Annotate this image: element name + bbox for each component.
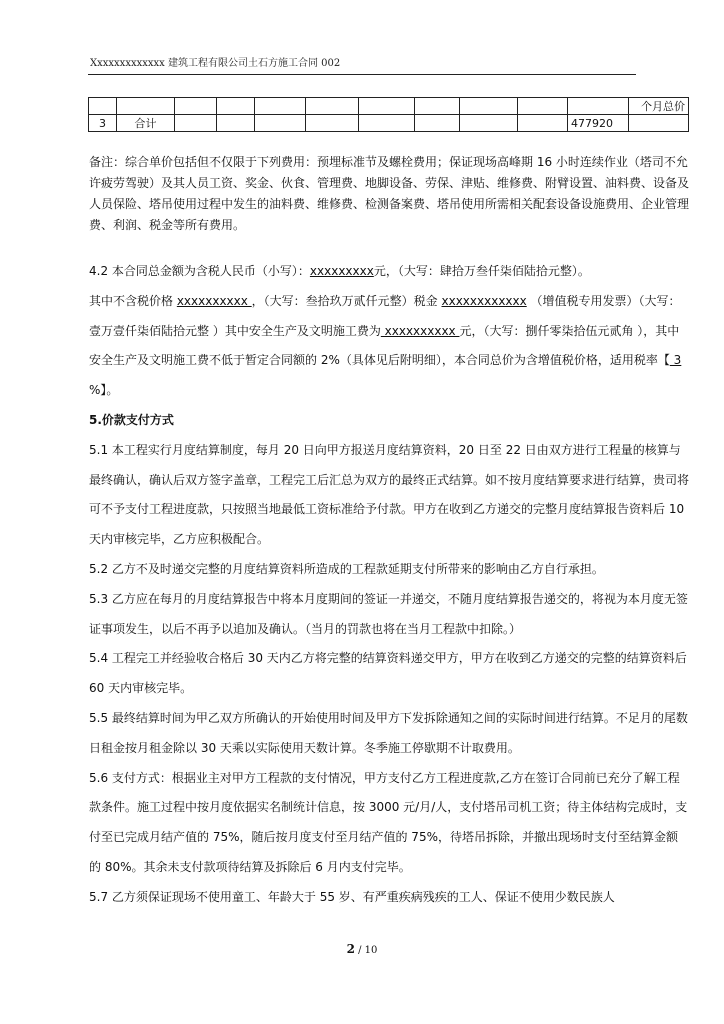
price-table (88, 97, 689, 132)
row-label: 合计 (117, 115, 175, 132)
clause-5-1: 5.1 本工程实行月度结算制度，每月 20 日向甲方报送月度结算资料，20 日至 22 日由双方进行工程量的核算与最终确认，确认后双方签字盖章，工程完工后汇总为双方的最终正式结算。如不按月度结算要求进行结算，贵司将可不予支付工程进度款，只按照当地最低工资标准给予付款。甲方在收到乙方递交的完整月度结算报告资料后 10 天内审核完毕，乙方应积极配合。 (89, 442, 690, 547)
remark-paragraph: 备注：综合单价包括但不仅限于下列费用：预埋标准节及螺栓费用；保证现场高峰期 16 小时连续作业（塔司不允许疲劳驾驶）及其人员工资、奖金、伙食、管理费、地脚设备、劳保、津贴、维修费、附臂设置、油料费、设备及人员保险、塔吊使用过程中发生的油料费、维修费、检测备案费、塔吊使用所需相关配套设备设施费用、企业管理费、利润、税金等所有费用。 (89, 155, 690, 232)
row-index: 3 (89, 115, 117, 132)
page-number (0, 942, 724, 956)
clause-5-7: 5.7 乙方须保证现场不使用童工、年龄大于 55 岁、有严重疾病残疾的工人、保证不使用少数民族人 (89, 889, 615, 904)
document-header: Xxxxxxxxxxxxx 建筑工程有限公司土石方施工合同 002 (90, 58, 341, 69)
total-pages: / 10 (354, 945, 378, 956)
clause-4-2: 4.2 本合同总金额为含税人民币（小写）：xxxxxxxxx元，（大写：肆拾万叁仟柒佰陆拾元整）。 其中不含税价格 xxxxxxxxxx ，（大写：叁拾玖万贰仟元整）税金 xxxxxxxxxxxx （增值税专用发票）（大写：壹万壹仟柒佰陆拾元整 ）其中安全生产及文明施工费为 xxxxxxxxxx 元，（大写：捌仟零柒拾伍元贰角 ），其中安全生产及文明施工费不低于暂定合同额的 2%（具体见后附明细），本合同总价为含增值税价格，适用税率【 3 %】。 (89, 264, 682, 398)
table-row (89, 98, 689, 115)
current-page: 2 (346, 942, 355, 956)
clause-5-2: 5.2 乙方不及时递交完整的月度结算资料所造成的工程款延期支付所带来的影响由乙方自行承担。 (89, 561, 604, 576)
clause-5-3: 5.3 乙方应在每月的月度结算报告中将本月度期间的签证一并递交，不随月度结算报告递交的，将视为本月度无签证事项发生，以后不再予以追加及确认。（当月的罚款也将在当月工程款中扣除。） (89, 591, 688, 636)
clause-5-6: 5.6 支付方式：根据业主对甲方工程款的支付情况，甲方支付乙方工程进度款,乙方在签订合同前已充分了解工程款条件。施工过程中按月度依据实名制统计信息，按 3000 元/月/人，支付塔吊司机工资；待主体结构完成时，支付至已完成月结产值的 75%，随后按月度支付至月结产值的 75%，待塔吊拆除，并撤出现场时支付至结算金额的 80%。其余未支付款项待结算及拆除后 6 月内支付完毕。 (89, 770, 688, 874)
table-row (89, 115, 689, 132)
clause-5-5: 5.5 最终结算时间为甲乙双方所确认的开始使用时间及甲方下发拆除通知之间的实际时间进行结算。不足月的尾数日租金按月租金除以 30 天乘以实际使用天数计算。冬季施工停歇期不计取费用。 (89, 710, 688, 755)
contract-body (89, 152, 689, 913)
header-divider (88, 74, 636, 75)
clause-5-4: 5.4 工程完工并经验收合格后 30 天内乙方将完整的结算资料递交甲方，甲方在收到乙方递交的完整的结算资料后 60 天内审核完毕。 (89, 651, 687, 696)
section-5-title: 5.价款支付方式 (89, 412, 174, 427)
monthly-total-header: 个月总价 (629, 98, 689, 115)
total-amount: 477920 (568, 115, 629, 132)
